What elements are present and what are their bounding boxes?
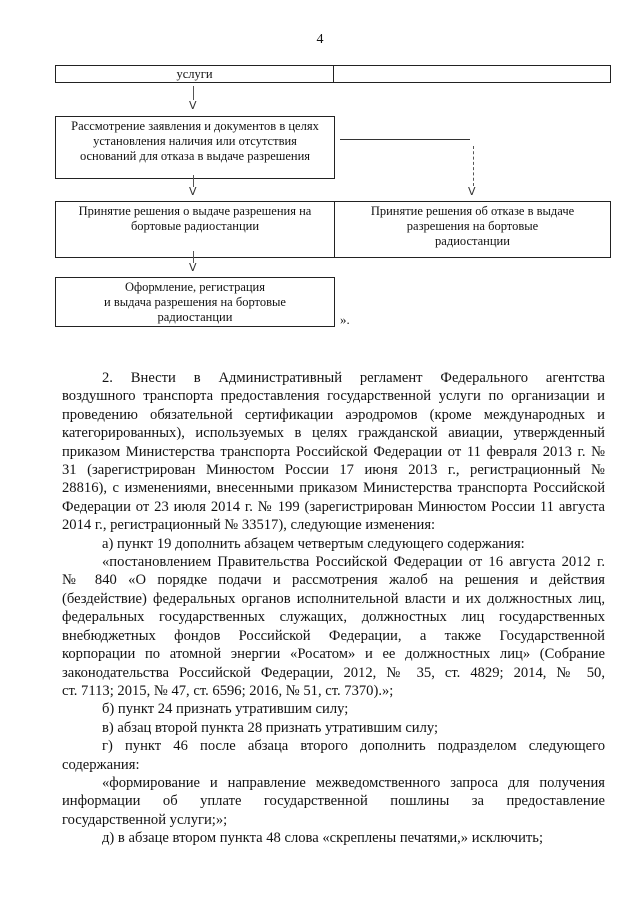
text-line: государственной услуги;»; bbox=[62, 811, 228, 828]
flow-box-text: Оформление, регистрация bbox=[124, 280, 265, 294]
arrow-down-icon: V bbox=[189, 99, 197, 112]
text-line: воздушного транспорта предоставления государственной услуги по организации и bbox=[62, 388, 605, 405]
connector-line bbox=[193, 86, 194, 100]
text-line: приказом Министерства транспорта Российской Федерации от 11 февраля 2013 г. № bbox=[62, 443, 605, 460]
text-line: г) пункт 46 после абзаца второго дополнить подразделом следующего bbox=[102, 738, 605, 755]
flow-box-text: радиостанции bbox=[157, 310, 233, 324]
text-line: 2014 г., регистрационный № 33517), следующие изменения: bbox=[62, 517, 436, 534]
text-line: проведению обязательной сертификации аэродромов (кроме международных и bbox=[62, 406, 605, 423]
flow-box-text: и выдача разрешения на бортовые bbox=[104, 295, 286, 309]
flow-box-empty bbox=[333, 65, 611, 83]
text-line: категорированных), используемых в целях гражданской авиации, утвержденный bbox=[62, 425, 605, 442]
text-line: корпорации по атомной энергии «Росатом» и ее должностных лиц» (Собрание bbox=[62, 646, 605, 663]
text-line: 31 (зарегистрирован Минюстом России 17 июня 2013 г., регистрационный № bbox=[62, 462, 605, 479]
text-line: 28816), с изменениями, внесенными приказом Министерства транспорта Российской bbox=[62, 480, 605, 497]
text-line: 2. Внести в Административный регламент Федерального агентства bbox=[102, 370, 605, 386]
text-line: внебюджетных фондов Российской Федерации, а также Государственной bbox=[62, 627, 605, 644]
connector-line bbox=[473, 146, 474, 186]
body-text bbox=[62, 369, 605, 848]
text-line: д) в абзаце втором пункта 48 слова «скреплены печатями,» исключить; bbox=[102, 830, 543, 847]
closing-quote: ». bbox=[340, 312, 350, 327]
flow-box-issue bbox=[55, 277, 335, 327]
text-line: б) пункт 24 признать утратившим силу; bbox=[102, 701, 349, 718]
flow-box-service bbox=[55, 65, 334, 83]
flow-box-text: радиостанции bbox=[435, 234, 510, 248]
flow-box-text: Принятие решения о выдаче разрешения на bbox=[78, 204, 312, 218]
text-line: «формирование и направление межведомственного запроса для получения bbox=[102, 774, 605, 791]
flow-box-text: услуги bbox=[176, 67, 213, 81]
flow-box-text: бортовые радиостанции bbox=[130, 219, 260, 233]
flow-box-text: установления наличия или отсутствия bbox=[93, 134, 297, 148]
text-line: Федерации от 23 июля 2014 г. № 199 (зарегистрирован Минюстом России 11 августа bbox=[62, 498, 605, 515]
text-line: ст. 7113; 2015, № 47, ст. 6596; 2016, № 51, ст. 7370).»; bbox=[62, 682, 394, 699]
flow-box-text: оснований для отказа в выдаче разрешения bbox=[79, 149, 311, 163]
text-line: (бездействие) федеральных органов исполнительной власти и их должностных лиц, bbox=[62, 590, 605, 607]
connector-line bbox=[340, 139, 470, 140]
flow-box-text: Рассмотрение заявления и документов в целях bbox=[71, 119, 319, 133]
arrow-down-icon: V bbox=[468, 185, 476, 198]
page-number: 4 bbox=[316, 32, 324, 47]
flow-box-approve bbox=[55, 201, 335, 258]
text-line: «постановлением Правительства Российской Федерации от 16 августа 2012 г. bbox=[102, 554, 605, 571]
arrow-down-icon: V bbox=[189, 261, 197, 274]
flow-box-refuse bbox=[334, 201, 611, 258]
flow-box-review bbox=[55, 116, 335, 179]
text-line: законодательства Российской Федерации, 2012, № 35, ст. 4829; 2014, № 50, bbox=[62, 664, 605, 681]
text-line: содержания: bbox=[62, 756, 140, 773]
text-line: а) пункт 19 дополнить абзацем четвертым следующего содержания: bbox=[102, 535, 525, 552]
text-line: федеральных государственных служащих, должностных лиц государственных bbox=[62, 609, 605, 626]
text-line: в) абзац второй пункта 28 признать утратившим силу; bbox=[102, 719, 439, 736]
flow-box-text: Принятие решения об отказе в выдаче bbox=[370, 204, 575, 218]
text-line: № 840 «О порядке подачи и рассмотрения жалоб на решения и действия bbox=[62, 572, 605, 589]
flow-box-text: разрешения на бортовые bbox=[406, 219, 539, 233]
text-line: информации об уплате государственной пошлины за предоставление bbox=[62, 793, 605, 810]
arrow-down-icon: V bbox=[189, 185, 197, 198]
